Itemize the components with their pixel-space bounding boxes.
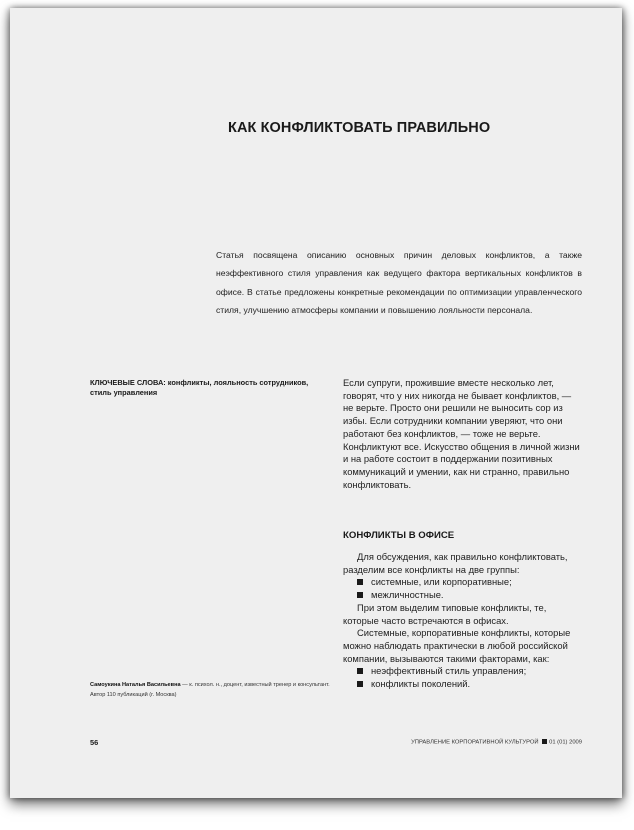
author-description: — к. психол. н., доцент, известный тренер и консультант. Автор 110 публикаций (г. Москва) <box>90 682 330 698</box>
journal-footer <box>411 739 582 746</box>
list-item-text: конфликты поколений. <box>371 678 471 690</box>
list-item <box>343 576 583 589</box>
keywords: КЛЮЧЕВЫЕ СЛОВА: конфликты, лояльность сотрудников, стиль управления <box>90 378 309 397</box>
section-paragraph: Системные, корпоративные конфликты, которые можно наблюдать практически в любой российской компании, вызываются такими факторами, как: <box>343 627 571 664</box>
section-paragraph: При этом выделим типовые конфликты, те, которые часто встречаются в офисах. <box>343 601 547 626</box>
list-item <box>343 678 583 691</box>
bullet-square-icon <box>357 592 363 598</box>
bullet-square-icon <box>357 668 363 674</box>
bullet-square-icon <box>357 681 363 687</box>
journal-issue: 01 (01) 2009 <box>549 739 582 746</box>
magazine-page <box>10 8 622 798</box>
intro-paragraph <box>343 377 583 491</box>
section-paragraph: Для обсуждения, как правильно конфликтовать, разделим все конфликты на две группы: <box>343 551 568 575</box>
page-number: 56 <box>90 738 99 747</box>
author-info <box>90 680 340 700</box>
section-body <box>343 551 583 691</box>
list-item-text: межличностные. <box>371 589 444 601</box>
separator-square-icon <box>542 739 547 744</box>
article-abstract: Статья посвящена описанию основных причин деловых конфликтов, а также неэффективного стиля управления как ведущего фактора вертикальных конфликтов в офисе. В статье предложены конкретные рекомендации по оптимизации управленческого стиля, улучшению атмосферы компании и повышению лояльности персонала. <box>216 250 582 315</box>
author-name: Самоукина Наталья Васильевна <box>90 682 181 688</box>
intro-text: Если супруги, прожившие вместе несколько лет, говорят, что у них никогда не бывает конфликтов, — не верьте. Просто они решили не выносить сор из избы. Если сотрудники компании уверяют, что они работают без конфликтов, — тоже не верьте. Конфликтуют все. Искусство общения в личной жизни и на работе состоит в поддержании позитивных коммуникаций и умении, как ни странно, правильно конфликтовать. <box>343 377 580 490</box>
list-item <box>343 589 583 602</box>
list-item-text: неэффективный стиль управления; <box>371 665 527 677</box>
list-item <box>343 665 583 678</box>
article-title: КАК КОНФЛИКТОВАТЬ ПРАВИЛЬНО <box>228 120 491 136</box>
list-item-text: системные, или корпоративные; <box>371 576 512 588</box>
section-heading: КОНФЛИКТЫ В ОФИСЕ <box>343 530 455 541</box>
journal-name: УПРАВЛЕНИЕ КОРПОРАТИВНОЙ КУЛЬТУРОЙ <box>411 739 539 746</box>
bullet-square-icon <box>357 579 363 585</box>
